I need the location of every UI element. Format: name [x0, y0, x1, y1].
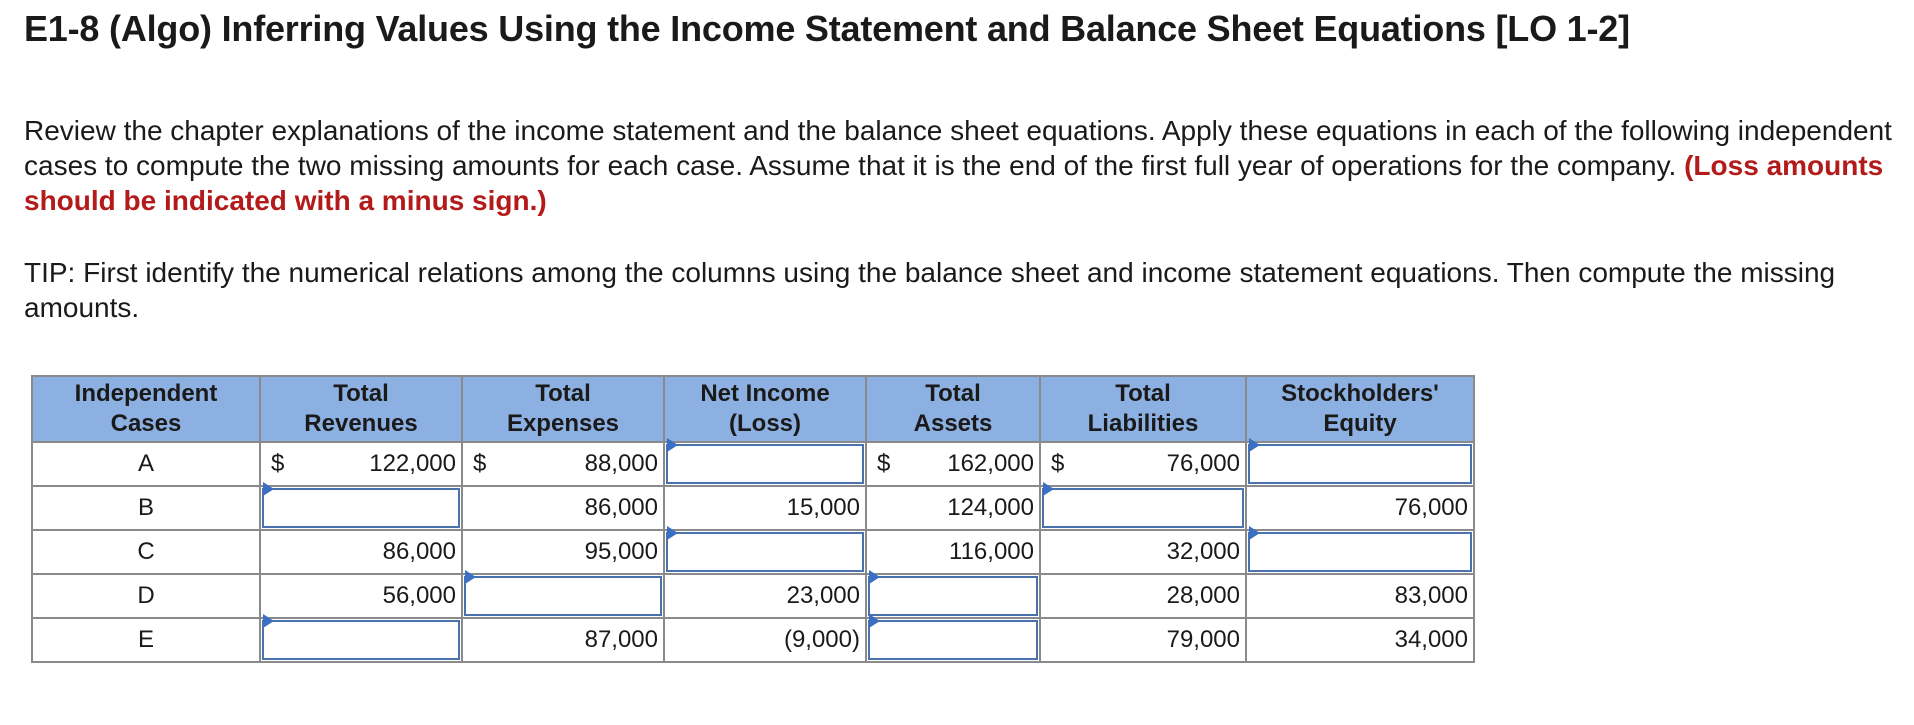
cell-value: 79,000 — [1166, 626, 1240, 653]
net-income-cell — [664, 618, 866, 662]
stockholders-equity-input[interactable] — [1248, 444, 1472, 484]
header-total-revenues: Total Revenues — [260, 376, 462, 442]
cell-value: 86,000 — [382, 538, 456, 565]
total-expenses-cell — [462, 530, 664, 574]
input-flag-icon — [465, 570, 476, 584]
table-header-row — [32, 376, 1474, 442]
answer-input-cell — [664, 442, 866, 486]
total-revenues-cell — [260, 574, 462, 618]
case-label: E — [32, 618, 260, 662]
table-row — [32, 618, 1474, 662]
input-flag-icon — [263, 614, 274, 628]
answer-input-cell — [1246, 442, 1474, 486]
cell-value: 86,000 — [584, 494, 658, 521]
cell-value: 88,000 — [584, 450, 658, 477]
cell-value: (9,000) — [783, 626, 860, 653]
answer-input-cell — [866, 618, 1040, 662]
currency-symbol: $ — [877, 450, 891, 477]
answer-input-cell — [866, 574, 1040, 618]
cell-value: 76,000 — [1166, 450, 1240, 477]
total-assets-cell — [866, 442, 1040, 486]
table-row — [32, 486, 1474, 530]
cell-value: 34,000 — [1394, 626, 1468, 653]
case-label: A — [32, 442, 260, 486]
cell-value: 116,000 — [949, 538, 1034, 565]
table-body — [32, 442, 1474, 662]
total-liabilities-input[interactable] — [1042, 488, 1244, 528]
table-row — [32, 530, 1474, 574]
table-row — [32, 442, 1474, 486]
total-assets-cell — [866, 530, 1040, 574]
cell-value: 162,000 — [947, 450, 1034, 477]
header-stockholders-equity: Stockholders' Equity — [1246, 376, 1474, 442]
stockholders-equity-cell — [1246, 574, 1474, 618]
total-revenues-input[interactable] — [262, 620, 460, 660]
currency-symbol: $ — [473, 450, 487, 477]
header-total-assets: Total Assets — [866, 376, 1040, 442]
total-assets-cell — [866, 486, 1040, 530]
currency-symbol: $ — [1051, 450, 1065, 477]
total-liabilities-cell — [1040, 574, 1246, 618]
stockholders-equity-cell — [1246, 486, 1474, 530]
instructions — [24, 113, 1904, 218]
cell-value: 87,000 — [584, 626, 658, 653]
cell-value: 56,000 — [382, 582, 456, 609]
input-flag-icon — [667, 526, 678, 540]
answer-input-cell — [1040, 486, 1246, 530]
net-income-cell — [664, 486, 866, 530]
cell-value: 23,000 — [786, 582, 860, 609]
total-expenses-cell — [462, 442, 664, 486]
total-liabilities-cell — [1040, 618, 1246, 662]
stockholders-equity-input[interactable] — [1248, 532, 1472, 572]
cell-value: 83,000 — [1394, 582, 1468, 609]
header-total-expenses: Total Expenses — [462, 376, 664, 442]
input-flag-icon — [263, 482, 274, 496]
net-income-input[interactable] — [666, 532, 864, 572]
cell-value: 76,000 — [1394, 494, 1468, 521]
total-revenues-input[interactable] — [262, 488, 460, 528]
cell-value: 95,000 — [584, 538, 658, 565]
input-flag-icon — [667, 438, 678, 452]
cell-value: 122,000 — [369, 450, 456, 477]
answer-input-cell — [462, 574, 664, 618]
table-row — [32, 574, 1474, 618]
total-assets-input[interactable] — [868, 576, 1038, 616]
input-flag-icon — [869, 570, 880, 584]
answer-input-cell — [260, 486, 462, 530]
case-label: C — [32, 530, 260, 574]
total-liabilities-cell — [1040, 530, 1246, 574]
total-assets-input[interactable] — [868, 620, 1038, 660]
total-expenses-cell — [462, 486, 664, 530]
total-liabilities-cell — [1040, 442, 1246, 486]
total-expenses-input[interactable] — [464, 576, 662, 616]
header-net-income: Net Income (Loss) — [664, 376, 866, 442]
cases-table — [31, 375, 1475, 663]
input-flag-icon — [1043, 482, 1054, 496]
total-revenues-cell — [260, 530, 462, 574]
answer-input-cell — [1246, 530, 1474, 574]
case-label: D — [32, 574, 260, 618]
answer-input-cell — [664, 530, 866, 574]
cell-value: 15,000 — [786, 494, 860, 521]
cell-value: 32,000 — [1166, 538, 1240, 565]
total-revenues-cell — [260, 442, 462, 486]
stockholders-equity-cell — [1246, 618, 1474, 662]
input-flag-icon — [1249, 526, 1260, 540]
answer-input-cell — [260, 618, 462, 662]
net-income-input[interactable] — [666, 444, 864, 484]
input-flag-icon — [869, 614, 880, 628]
currency-symbol: $ — [271, 450, 285, 477]
instructions-text: Review the chapter explanations of the income statement and the balance sheet equations. Apply these equations in each of the following independent cases to compute the two missing amounts for each case. Assume that it is the end of the first full year of operations for the company. — [24, 115, 1892, 181]
net-income-cell — [664, 574, 866, 618]
input-flag-icon — [1249, 438, 1260, 452]
header-total-liabilities: Total Liabilities — [1040, 376, 1246, 442]
loss-warning: (Loss amounts should be indicated with a minus sign.) — [24, 150, 1884, 216]
total-expenses-cell — [462, 618, 664, 662]
tip-text: TIP: First identify the numerical relations among the columns using the balance sheet and income statement equations. Then compute the missing amounts. — [24, 257, 1836, 323]
header-independent-cases: Independent Cases — [32, 376, 260, 442]
exercise-title: E1-8 (Algo) Inferring Values Using the Income Statement and Balance Sheet Equations [LO 1-2] — [24, 8, 1630, 49]
cell-value: 28,000 — [1166, 582, 1240, 609]
cell-value: 124,000 — [947, 494, 1034, 521]
case-label: B — [32, 486, 260, 530]
